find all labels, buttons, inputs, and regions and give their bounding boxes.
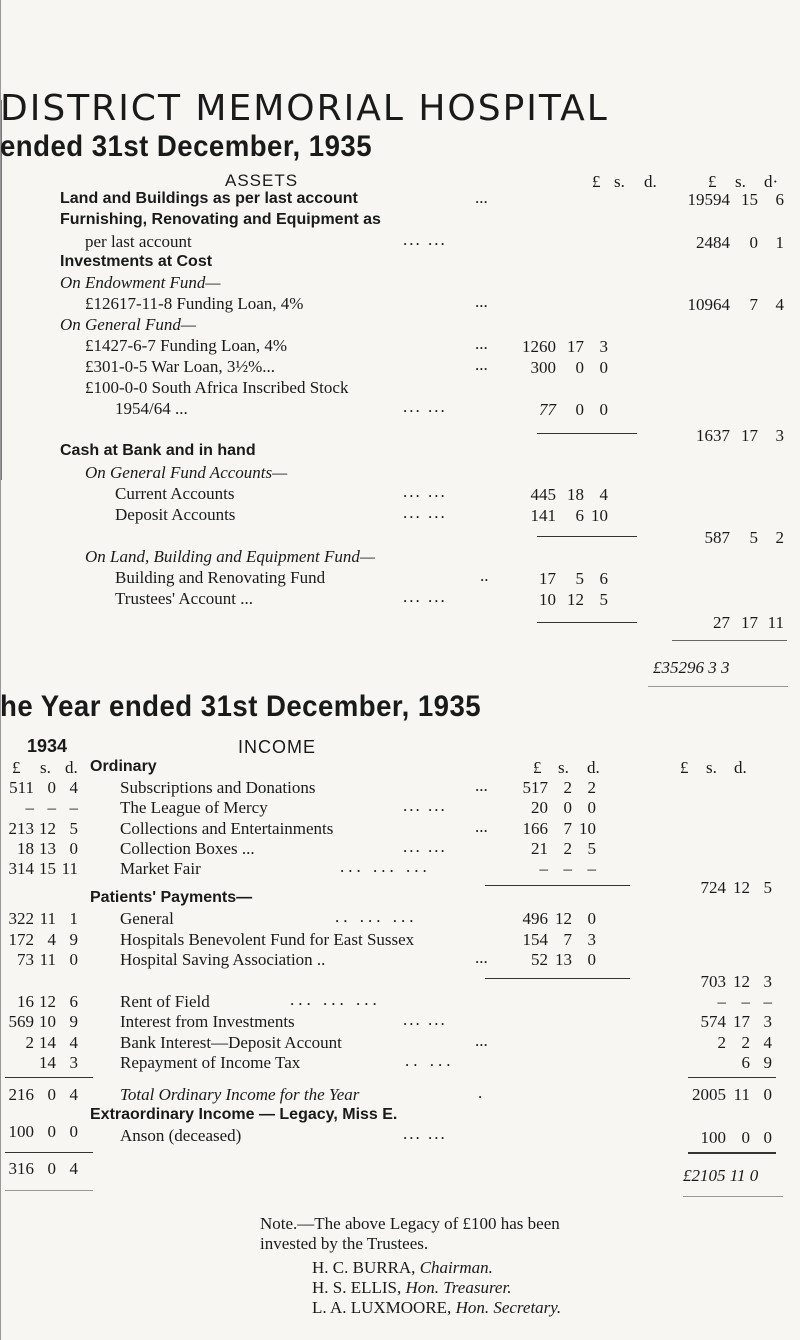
prior-d: 4 — [69, 1159, 78, 1178]
asset-label: Cash at Bank and in hand — [60, 442, 256, 459]
asset-dots: ... — [475, 334, 488, 353]
asset-subtotal-s: 17 — [741, 613, 758, 632]
income-inner-pound: 517 — [522, 778, 548, 797]
inner-col-d: d. — [644, 172, 657, 191]
income-outer-s: 6 — [741, 1053, 750, 1072]
prior-d: 0 — [69, 839, 78, 858]
income-subtotal-pound: 703 — [700, 972, 726, 991]
income-inner-d: 0 — [587, 950, 596, 969]
asset-subtotal-s: 5 — [749, 528, 758, 547]
prior-s: 13 — [39, 839, 56, 858]
income-inner-s: 13 — [555, 950, 572, 969]
income-dots: .. ... — [405, 1051, 455, 1070]
note-line-1: Note.—The above Legacy of £100 has been — [260, 1214, 560, 1233]
income-inner-s: – — [563, 859, 572, 878]
asset-dots: ... — [475, 188, 488, 207]
asset-outer-s: 15 — [741, 190, 758, 209]
income-label: Rent of Field — [120, 992, 210, 1011]
signature-secretary — [312, 1298, 561, 1318]
asset-inner-pound: 77 — [539, 400, 556, 419]
income-dots: ... ... — [403, 837, 447, 856]
income-outer-d: 4 — [763, 1033, 772, 1052]
asset-inner-d: 0 — [599, 358, 608, 377]
income-outer-s: 11 — [733, 1085, 750, 1104]
signature-name: H. C. BURRA, — [312, 1258, 416, 1277]
asset-outer-d: 4 — [775, 295, 784, 314]
prior-s: 0 — [47, 1159, 56, 1178]
prior-s: – — [47, 798, 56, 817]
asset-inner-s: 18 — [567, 485, 584, 504]
income-label: Patients' Payments— — [90, 889, 253, 906]
income-dots: ... ... — [403, 1124, 447, 1143]
total-rule-top — [672, 640, 787, 641]
income-outer-pound: 100 — [700, 1128, 726, 1147]
asset-outer-pound: 10964 — [687, 295, 730, 314]
inner-col-d: d. — [587, 758, 600, 777]
asset-outer-s: 7 — [749, 295, 758, 314]
subtotal-rule — [537, 536, 637, 537]
income-dots: ... ... — [403, 1010, 447, 1029]
subtotal-rule — [537, 622, 637, 623]
asset-label-continuation: per last account — [85, 232, 192, 251]
income-dots: ... — [475, 776, 488, 795]
income-outer-pound: 2 — [717, 1033, 726, 1052]
income-inner-d: 2 — [587, 778, 596, 797]
asset-label: Trustees' Account ... — [115, 589, 253, 608]
ordinary-label: Ordinary — [90, 758, 157, 775]
asset-dots: ... ... — [403, 397, 447, 416]
income-dots: ... — [475, 817, 488, 836]
inner-col-pound: £ — [533, 758, 542, 777]
income-label: Hospitals Benevolent Fund for East Sussex — [120, 930, 415, 949]
income-outer-d: 3 — [763, 1012, 772, 1031]
prior-pound: 18 — [17, 839, 34, 858]
asset-subtotal-d: 2 — [775, 528, 784, 547]
asset-inner-s: 12 — [567, 590, 584, 609]
asset-label: On General Fund— — [60, 315, 196, 334]
inner-col-pound: £ — [592, 172, 601, 191]
asset-inner-d: 5 — [599, 590, 608, 609]
income-subtotal-s: 12 — [733, 878, 750, 897]
income-label: Collections and Entertainments — [120, 819, 334, 838]
asset-inner-d: 4 — [599, 485, 608, 504]
asset-label: £100-0-0 South Africa Inscribed Stock — [85, 378, 349, 397]
asset-dots: ... ... — [403, 503, 447, 522]
asset-subtotal-pound: 587 — [704, 528, 730, 547]
prior-d: 5 — [69, 819, 78, 838]
asset-outer-pound: 19594 — [687, 190, 730, 209]
income-inner-pound: 21 — [531, 839, 548, 858]
asset-label: £1427-6-7 Funding Loan, 4% — [85, 336, 288, 355]
asset-inner-d: 3 — [599, 337, 608, 356]
income-subtotal-d: 3 — [763, 972, 772, 991]
prior-s: 4 — [47, 930, 56, 949]
prior-s: 0 — [47, 778, 56, 797]
prior-grand-rule — [5, 1152, 93, 1153]
income-outer-d: – — [763, 992, 772, 1011]
asset-inner-s: 17 — [567, 337, 584, 356]
income-outer-d: 9 — [763, 1053, 772, 1072]
signature-name: H. S. ELLIS, — [312, 1278, 402, 1297]
prior-d: 4 — [69, 1085, 78, 1104]
asset-dots: ... ... — [403, 482, 447, 501]
income-inner-s: 2 — [563, 839, 572, 858]
income-label: Interest from Investments — [120, 1012, 295, 1031]
ordinary-total-rule — [688, 1077, 776, 1078]
outer-col-s: s. — [735, 172, 746, 191]
signature-chairman — [312, 1258, 493, 1278]
asset-label-continuation: 1954/64 ... — [115, 399, 188, 418]
prior-bottom-rule — [5, 1190, 93, 1191]
income-dots: ... ... ... — [340, 857, 431, 876]
prior-d: 4 — [69, 1033, 78, 1052]
prior-d: 9 — [69, 930, 78, 949]
asset-label: £12617-11-8 Funding Loan, 4% — [85, 294, 304, 313]
subtotal-rule — [485, 885, 630, 886]
asset-subtotal-d: 11 — [767, 613, 784, 632]
income-label: The League of Mercy — [120, 798, 268, 817]
income-label: Subscriptions and Donations — [120, 778, 316, 797]
income-inner-pound: 166 — [522, 819, 548, 838]
asset-subtotal-d: 3 — [775, 426, 784, 445]
income-inner-d: – — [587, 859, 596, 878]
prior-pound: 314 — [8, 859, 34, 878]
income-label: General — [120, 909, 174, 928]
income-dots: ... ... ... — [290, 990, 381, 1009]
prior-d: 3 — [69, 1053, 78, 1072]
income-dots: ... ... — [403, 796, 447, 815]
prior-s: 0 — [47, 1122, 56, 1141]
prior-col-s: s. — [40, 758, 51, 777]
income-inner-d: 0 — [587, 909, 596, 928]
asset-inner-d: 0 — [599, 400, 608, 419]
prior-pound: 100 — [8, 1122, 34, 1141]
income-label: Repayment of Income Tax — [120, 1053, 301, 1072]
income-outer-s: 0 — [741, 1128, 750, 1147]
asset-label: Land and Buildings as per last account — [60, 190, 358, 207]
asset-inner-pound: 445 — [530, 485, 556, 504]
asset-inner-s: 6 — [575, 506, 584, 525]
income-inner-pound: 20 — [531, 798, 548, 817]
total-rule-bottom — [648, 686, 788, 687]
prior-col-d: d. — [65, 758, 78, 777]
income-section-title: he Year ended 31st December, 1935 — [0, 690, 482, 723]
asset-label: Building and Renovating Fund — [115, 568, 326, 587]
asset-inner-pound: 10 — [539, 590, 556, 609]
asset-label: On General Fund Accounts— — [85, 463, 288, 482]
prior-s: 11 — [39, 950, 56, 969]
prior-d: 1 — [69, 909, 78, 928]
prior-s: 14 — [39, 1053, 56, 1072]
inner-col-s: s. — [614, 172, 625, 191]
income-inner-pound: 52 — [531, 950, 548, 969]
income-outer-d: 0 — [763, 1128, 772, 1147]
prior-pound: 569 — [8, 1012, 34, 1031]
income-inner-pound: 496 — [522, 909, 548, 928]
income-inner-s: 2 — [563, 778, 572, 797]
income-label: Market Fair — [120, 859, 201, 878]
income-heading: INCOME — [238, 737, 316, 757]
income-label: Bank Interest—Deposit Account — [120, 1033, 342, 1052]
income-grand-total: £2105 11 0 — [683, 1166, 759, 1185]
signature-role: Chairman. — [419, 1258, 493, 1277]
prior-pound: 216 — [8, 1085, 34, 1104]
inner-col-s: s. — [558, 758, 569, 777]
grand-total-rule — [688, 1152, 776, 1154]
asset-dots: ... ... — [403, 230, 447, 249]
income-dots: . — [478, 1083, 483, 1102]
income-dots: ... — [475, 948, 488, 967]
asset-dots: ... — [475, 292, 488, 311]
asset-outer-pound: 2484 — [696, 233, 730, 252]
prior-d: 0 — [69, 950, 78, 969]
grand-bottom-rule — [683, 1196, 783, 1197]
note-line-2: invested by the Trustees. — [260, 1234, 429, 1253]
asset-inner-pound: 141 — [530, 506, 556, 525]
prior-pound: 322 — [8, 909, 34, 928]
prior-s: 12 — [39, 819, 56, 838]
prior-s: 12 — [39, 992, 56, 1011]
income-subtotal-d: 5 — [763, 878, 772, 897]
outer-col-d: d. — [734, 758, 747, 777]
income-dots: ... — [475, 1031, 488, 1050]
prior-pound: 2 — [25, 1033, 34, 1052]
prior-d: 6 — [69, 992, 78, 1011]
income-inner-d: 0 — [587, 798, 596, 817]
income-subtotal-pound: 724 — [700, 878, 726, 897]
prior-d: 0 — [69, 1122, 78, 1141]
income-label: Collection Boxes ... — [120, 839, 255, 858]
asset-inner-pound: 17 — [539, 569, 556, 588]
prior-pound: 213 — [8, 819, 34, 838]
asset-outer-d: 1 — [775, 233, 784, 252]
asset-subtotal-s: 17 — [741, 426, 758, 445]
asset-label: Furnishing, Renovating and Equipment as — [60, 211, 381, 228]
asset-inner-s: 0 — [575, 358, 584, 377]
income-inner-s: 7 — [563, 819, 572, 838]
income-outer-s: – — [741, 992, 750, 1011]
asset-outer-s: 0 — [749, 233, 758, 252]
prior-s: 0 — [47, 1085, 56, 1104]
asset-subtotal-pound: 27 — [713, 613, 730, 632]
income-dots: .. ... ... — [335, 907, 418, 926]
asset-inner-pound: 1260 — [522, 337, 556, 356]
asset-subtotal-pound: 1637 — [696, 426, 730, 445]
income-outer-pound: – — [717, 992, 726, 1011]
income-inner-s: 0 — [563, 798, 572, 817]
income-inner-s: 12 — [555, 909, 572, 928]
prior-pound: 73 — [17, 950, 34, 969]
asset-label: On Land, Building and Equipment Fund— — [85, 547, 375, 566]
prior-total-rule — [5, 1077, 93, 1078]
income-outer-s: 17 — [733, 1012, 750, 1031]
income-subtotal-s: 12 — [733, 972, 750, 991]
asset-inner-s: 0 — [575, 400, 584, 419]
income-inner-d: 10 — [579, 819, 596, 838]
signature-treasurer — [312, 1278, 511, 1298]
prior-pound: 511 — [9, 778, 34, 797]
income-label-continuation: Anson (deceased) — [120, 1126, 242, 1145]
subtotal-rule — [485, 978, 630, 979]
asset-label: Investments at Cost — [60, 253, 213, 270]
asset-inner-d: 6 — [599, 569, 608, 588]
prior-year-heading: 1934 — [27, 736, 68, 756]
income-outer-d: 0 — [763, 1085, 772, 1104]
prior-s: 11 — [39, 909, 56, 928]
income-label: Total Ordinary Income for the Year — [120, 1085, 360, 1104]
signature-role: Hon. Treasurer. — [405, 1278, 512, 1297]
asset-dots: .. — [480, 566, 489, 585]
subtotal-rule — [537, 433, 637, 434]
outer-col-s: s. — [706, 758, 717, 777]
signature-name: L. A. LUXMOORE, — [312, 1298, 452, 1317]
asset-label: Deposit Accounts — [115, 505, 236, 524]
income-label: Extraordinary Income — Legacy, Miss E. — [90, 1106, 398, 1123]
asset-label: Current Accounts — [115, 484, 235, 503]
asset-dots: ... — [475, 355, 488, 374]
income-inner-pound: 154 — [522, 930, 548, 949]
asset-inner-pound: 300 — [530, 358, 556, 377]
income-outer-s: 2 — [741, 1033, 750, 1052]
outer-col-d: d· — [764, 172, 779, 191]
prior-pound: – — [25, 798, 34, 817]
assets-total: £35296 3 3 — [653, 658, 730, 677]
page-subtitle: ended 31st December, 1935 — [0, 130, 373, 163]
prior-d: 4 — [69, 778, 78, 797]
prior-d: 9 — [69, 1012, 78, 1031]
prior-s: 10 — [39, 1012, 56, 1031]
signature-role: Hon. Secretary. — [455, 1298, 562, 1317]
asset-label: On Endowment Fund— — [60, 273, 221, 292]
prior-d: – — [69, 798, 78, 817]
income-label: Hospital Saving Association .. — [120, 950, 326, 969]
prior-d: 11 — [61, 859, 78, 878]
asset-outer-d: 6 — [775, 190, 784, 209]
income-inner-pound: – — [539, 859, 548, 878]
outer-col-pound: £ — [708, 172, 717, 191]
income-outer-pound: 574 — [700, 1012, 726, 1031]
income-outer-pound: 2005 — [692, 1085, 726, 1104]
asset-dots: ... ... — [403, 587, 447, 606]
prior-pound: 316 — [8, 1159, 34, 1178]
prior-col-pound: £ — [12, 758, 21, 777]
prior-s: 14 — [39, 1033, 56, 1052]
income-inner-d: 5 — [587, 839, 596, 858]
prior-pound: 172 — [8, 930, 34, 949]
income-inner-s: 7 — [563, 930, 572, 949]
asset-inner-s: 5 — [575, 569, 584, 588]
income-inner-d: 3 — [587, 930, 596, 949]
page-title: DISTRICT MEMORIAL HOSPITAL — [0, 88, 609, 129]
assets-heading: ASSETS — [225, 171, 299, 190]
asset-label: £301-0-5 War Loan, 3½%... — [85, 357, 275, 376]
outer-col-pound: £ — [680, 758, 689, 777]
prior-pound: 16 — [17, 992, 34, 1011]
prior-s: 15 — [39, 859, 56, 878]
asset-inner-d: 10 — [591, 506, 608, 525]
